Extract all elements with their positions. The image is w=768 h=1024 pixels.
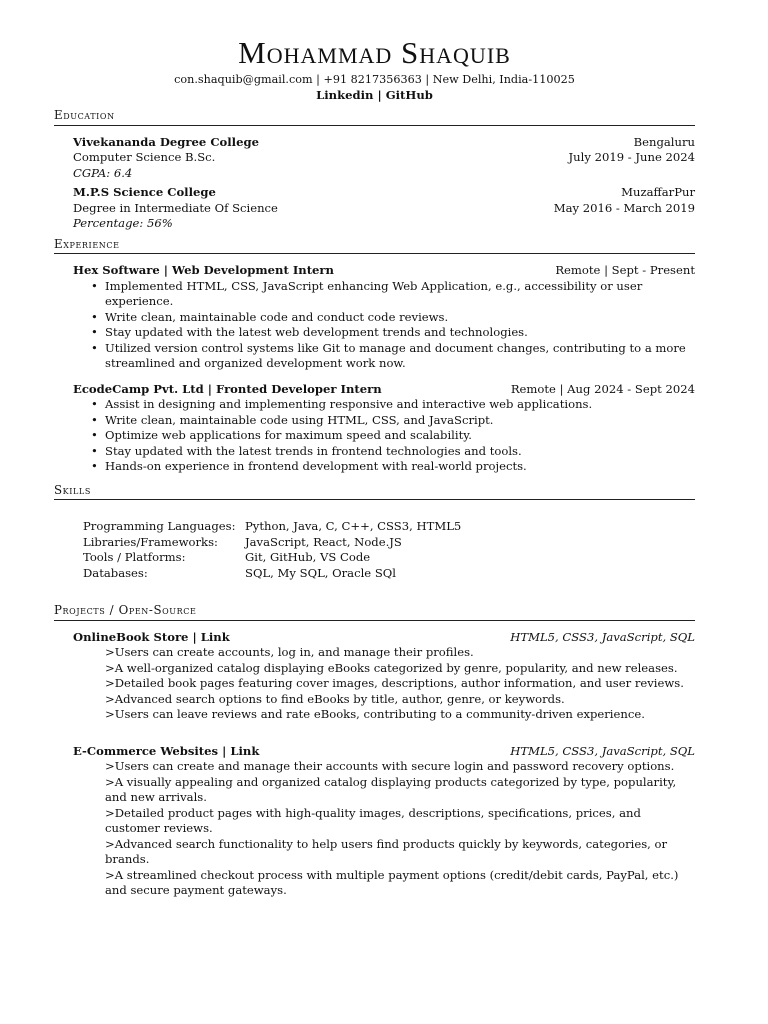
education-entry (73, 185, 695, 232)
bullet-item: • Stay updated with the latest trends in frontend technologies and tools. (105, 444, 695, 460)
project-line: >A streamlined checkout process with multiple payment options (credit/debit cards, PayPal, etc.) and secure payment gateways. (105, 867, 679, 897)
job-bullets (73, 279, 695, 372)
experience-entry (73, 382, 695, 475)
skill-label: Programming Languages: (83, 519, 236, 533)
job-meta: Remote | Aug 2024 - Sept 2024 (510, 381, 695, 396)
project-line: >Users can create and manage their accounts with secure login and password recovery options. (105, 759, 675, 773)
bullet-item: • Write clean, maintainable code using HTML, CSS, and JavaScript. (105, 413, 695, 429)
project-tech: HTML5, CSS3, JavaScript, SQL (510, 743, 695, 758)
bullet-item: • Stay updated with the latest web development trends and technologies. (105, 325, 695, 341)
project-title[interactable]: E-Commerce Websites | Link (73, 743, 260, 758)
link-separator: | (373, 88, 386, 102)
school-location: Bengaluru (633, 134, 695, 149)
skill-value: JavaScript, React, Node.JS (245, 534, 402, 549)
skill-value: Python, Java, C, C++, CSS3, HTML5 (245, 519, 462, 533)
skill-row (83, 519, 695, 535)
education-section (54, 135, 695, 232)
skill-row (83, 550, 695, 566)
project-title[interactable]: OnlineBook Store | Link (73, 629, 230, 644)
school-name: M.P.S Science College (73, 185, 216, 199)
education-dates: July 2019 - June 2024 (568, 150, 695, 164)
github-link[interactable]: GitHub (385, 88, 433, 102)
bullet-item: • Utilized version control systems like Git to manage and document changes, contributing to a more streamlined and organized development work now. (105, 341, 695, 372)
experience-entry (73, 263, 695, 372)
bullet-item: • Hands-on experience in frontend development with real-world projects. (105, 459, 695, 475)
candidate-name: Mohammad Shaquib (238, 35, 511, 70)
project-line: >A well-organized catalog displaying eBooks categorized by genre, popularity, and new releases. (105, 660, 678, 675)
school-location: MuzaffarPur (621, 185, 695, 199)
skill-value: SQL, My SQL, Oracle SQl (245, 565, 397, 580)
project-line: >Users can leave reviews and rate eBooks, contributing to a community-driven experience. (105, 707, 645, 721)
project-lines (73, 759, 695, 899)
degree: Computer Science B.Sc. (73, 150, 216, 164)
school-name: Vivekananda Degree College (73, 134, 259, 149)
skills-section (54, 519, 695, 581)
project-line: >A visually appealing and organized catalog displaying products categorized by type, popularity, and new arrivals. (105, 774, 677, 804)
education-heading: Education (54, 108, 695, 126)
experience-heading: Experience (54, 237, 695, 255)
project-tech: HTML5, CSS3, JavaScript, SQL (510, 629, 695, 644)
education-grade: Percentage: 56% (73, 216, 173, 230)
job-meta: Remote | Sept - Present (555, 263, 695, 277)
projects-section (54, 630, 695, 899)
experience-section (54, 263, 695, 475)
skill-label: Tools / Platforms: (83, 550, 186, 564)
project-entry (73, 630, 695, 723)
job-title: EcodeCamp Pvt. Ltd | Fronted Developer Intern (73, 381, 382, 396)
linkedin-link[interactable]: Linkedin (316, 88, 374, 102)
project-entry (73, 744, 695, 899)
job-bullets (73, 397, 695, 475)
degree: Degree in Intermediate Of Science (73, 200, 278, 215)
project-line: >Detailed book pages featuring cover images, descriptions, author information, and user reviews. (105, 676, 684, 690)
contact-line: con.shaquib@gmail.com | +91 8217356363 | New Delhi, India-110025 (174, 73, 575, 86)
education-entry (73, 135, 695, 182)
projects-heading: Projects / Open-Source (54, 603, 695, 621)
skill-value: Git, GitHub, VS Code (245, 550, 371, 564)
education-grade: CGPA: 6.4 (73, 165, 133, 180)
skill-label: Databases: (83, 565, 148, 580)
project-lines (73, 645, 695, 723)
project-line: >Detailed product pages with high-quality images, descriptions, specifications, prices, and customer reviews. (105, 805, 641, 835)
profile-links (54, 87, 695, 103)
project-line: >Users can create accounts, log in, and manage their profiles. (105, 645, 474, 659)
bullet-item: • Assist in designing and implementing responsive and interactive web applications. (105, 397, 695, 413)
bullet-item: • Optimize web applications for maximum speed and scalability. (105, 428, 695, 444)
skill-row (83, 566, 695, 582)
project-line: >Advanced search functionality to help users find products quickly by keywords, categories, or brands. (105, 836, 668, 866)
skill-row (83, 535, 695, 551)
resume-page (54, 36, 695, 899)
skills-heading: Skills (54, 483, 695, 501)
education-dates: May 2016 - March 2019 (553, 200, 695, 215)
project-line: >Advanced search options to find eBooks by title, author, genre, or keywords. (105, 691, 565, 706)
bullet-item: • Implemented HTML, CSS, JavaScript enhancing Web Application, e.g., accessibility or user experience. (105, 279, 695, 310)
job-title: Hex Software | Web Development Intern (73, 263, 334, 277)
skill-label: Libraries/Frameworks: (83, 534, 218, 549)
bullet-item: • Write clean, maintainable code and conduct code reviews. (105, 310, 695, 326)
